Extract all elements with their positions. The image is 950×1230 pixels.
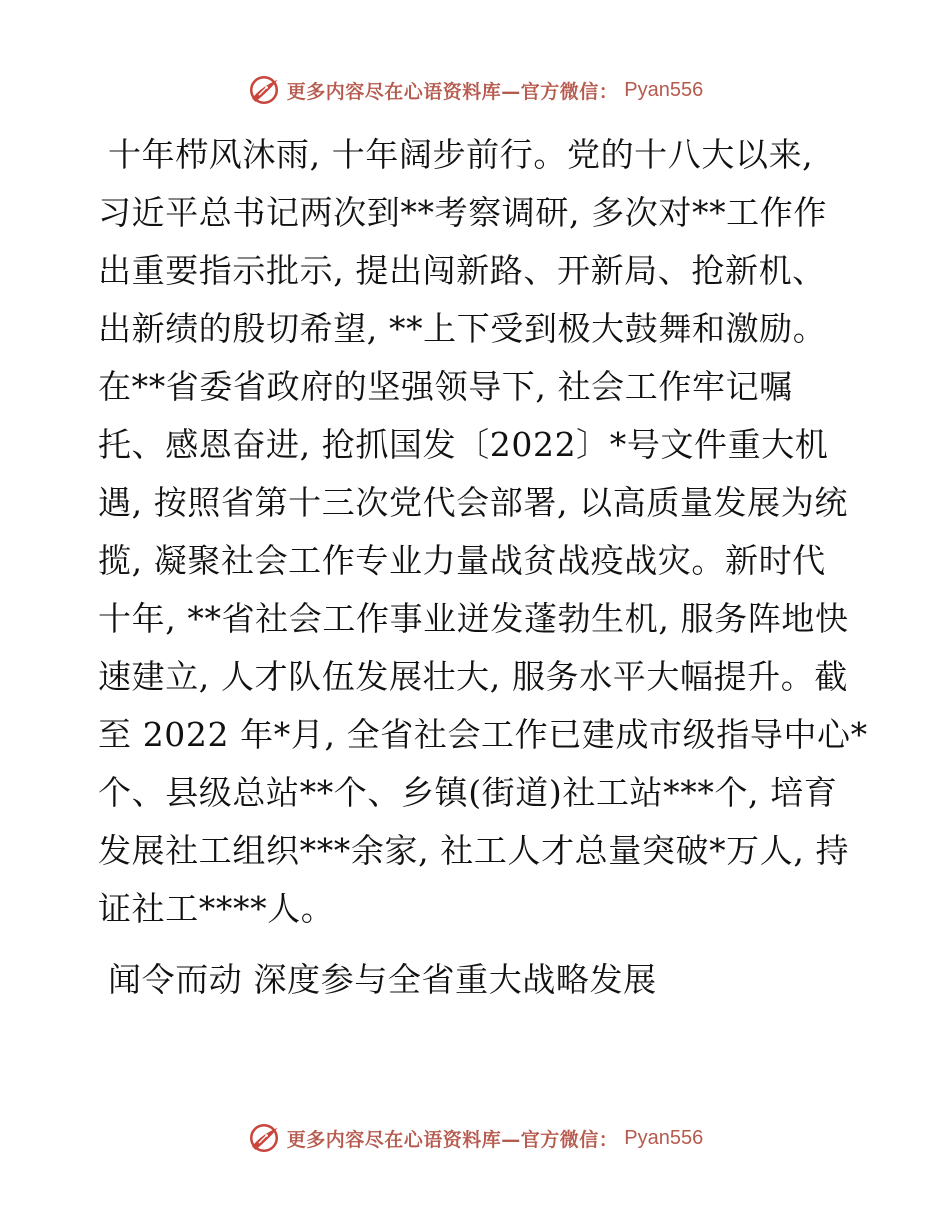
paragraph-line: 证社工****人。 xyxy=(98,889,335,928)
section-heading: 闻令而动 深度参与全省重大战略发展 xyxy=(108,960,657,999)
header-banner xyxy=(0,70,950,110)
footer-banner-text: 更多内容尽在心语资料库—官方微信： xyxy=(286,1128,619,1151)
header-banner-text: 更多内容尽在心语资料库—官方微信： xyxy=(286,80,619,103)
paragraph-line: 十年栉风沐雨, 十年阔步前行。党的十八大以来, xyxy=(108,135,814,174)
paragraph-line: 托、感恩奋进, 抢抓国发〔2022〕*号文件重大机 xyxy=(98,425,829,464)
paragraph-line: 在**省委省政府的坚强领导下, 社会工作牢记嘱 xyxy=(98,367,793,406)
paragraph-line: 发展社工组织***余家, 社工人才总量突破*万人, 持 xyxy=(98,831,850,870)
footer-wechat-id: Pyan556 xyxy=(624,1126,704,1149)
document-body xyxy=(98,126,868,1010)
paragraph-line: 揽, 凝聚社会工作专业力量战贫战疫战灾。新时代 xyxy=(98,541,826,580)
pen-nib-logo-icon xyxy=(247,1121,281,1155)
header-wechat-id: Pyan556 xyxy=(624,78,704,101)
paragraph-line: 出新绩的殷切希望, **上下受到极大鼓舞和激励。 xyxy=(98,309,827,348)
footer-banner xyxy=(0,1118,950,1158)
paragraph-line: 至 2022 年*月, 全省社会工作已建成市级指导中心* xyxy=(98,715,868,754)
paragraph-line: 出重要指示批示, 提出闯新路、开新局、抢新机、 xyxy=(98,251,826,290)
pen-nib-logo-icon xyxy=(247,73,281,107)
paragraph-line: 十年, **省社会工作事业迸发蓬勃生机, 服务阵地快 xyxy=(98,599,849,638)
paragraph-line: 遇, 按照省第十三次党代会部署, 以高质量发展为统 xyxy=(98,483,848,522)
paragraph-line: 个、县级总站**个、乡镇(街道)社工站***个, 培育 xyxy=(98,773,838,812)
paragraph-line: 习近平总书记两次到**考察调研, 多次对**工作作 xyxy=(98,193,827,232)
paragraph-line: 速建立, 人才队伍发展壮大, 服务水平大幅提升。截 xyxy=(98,657,848,696)
